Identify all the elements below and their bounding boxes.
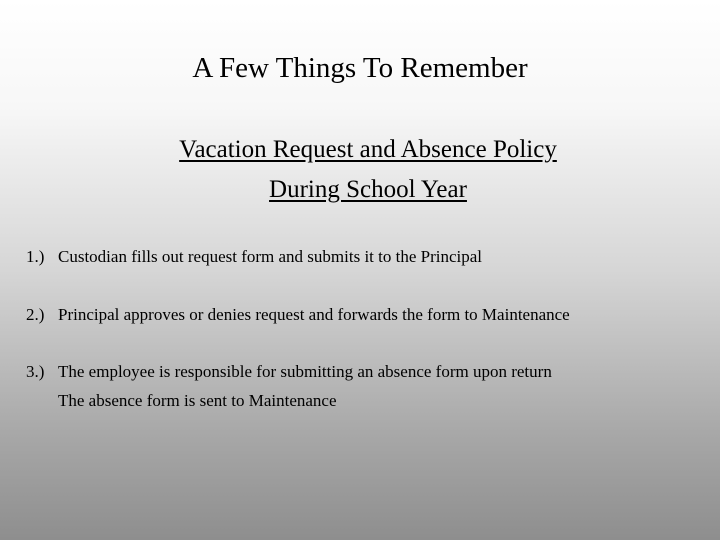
- policy-heading: [0, 130, 720, 210]
- step-number: 1.): [26, 247, 45, 266]
- policy-heading-line-1: Vacation Request and Absence Policy: [179, 136, 557, 163]
- step-text: Custodian fills out request form and submits it to the Principal: [58, 247, 483, 266]
- step-text-continuation: The absence form is sent to Maintenance: [58, 391, 337, 410]
- step-number: 3.): [26, 362, 45, 381]
- step-item: [26, 242, 482, 271]
- slide-title: A Few Things To Remember: [192, 52, 528, 84]
- step-text: Principal approves or denies request and forwards the form to Maintenance: [58, 305, 570, 324]
- step-text: The employee is responsible for submitting an absence form upon return: [58, 362, 552, 381]
- step-number: 2.): [26, 305, 45, 324]
- step-item: [26, 357, 552, 415]
- policy-heading-line-2: During School Year: [269, 176, 467, 203]
- step-item: [26, 300, 570, 329]
- step-text-group: [58, 357, 552, 415]
